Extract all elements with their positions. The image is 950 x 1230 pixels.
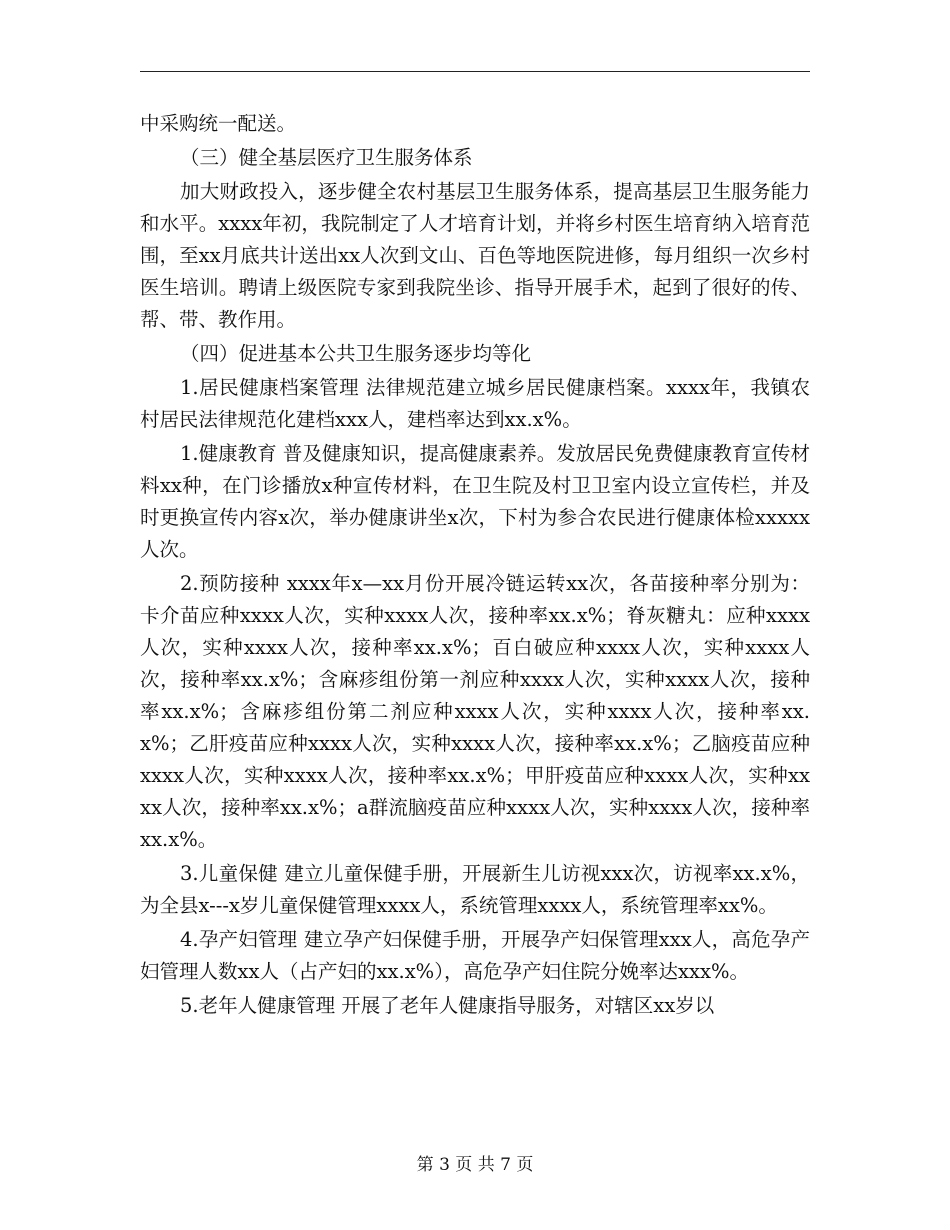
paragraph-health-records: 1.居民健康档案管理 法律规范建立城乡居民健康档案。xxxx年，我镇农村居民法律规范化建档xxx人，建档率达到xx.x%。 [140, 376, 810, 431]
page-number: 第 3 页 共 7 页 [416, 1155, 534, 1175]
paragraph-finance: 加大财政投入，逐步健全农村基层卫生服务体系，提高基层卫生服务能力和水平。xxxx年初，我院制定了人才培育计划，并将乡村医生培育纳入培育范围，至xx月底共计送出xx人次到文山、百色等地医院进修，每月组织一次乡村医生培训。聘请上级医院专家到我院坐诊、指导开展手术，起到了很好的传、帮、带、教作用。 [140, 180, 810, 331]
paragraph-health-education: 1.健康教育 普及健康知识，提高健康素养。发放居民免费健康教育宣传材料xx种，在门诊播放x种宣传材料，在卫生院及村卫卫室内设立宣传栏，并及时更换宣传内容x次，举办健康讲坐x次，下村为参合农民进行健康体检xxxxx人次。 [140, 442, 810, 561]
paragraph-continuation: 中采购统一配送。 [140, 112, 297, 135]
body-text [140, 108, 810, 1022]
section-heading-4: （四）促进基本公共卫生服务逐步均等化 [180, 342, 532, 365]
paragraph-elderly-care: 5.老年人健康管理 开展了老年人健康指导服务，对辖区xx岁以 [180, 994, 715, 1017]
paragraph-child-care: 3.儿童保健 建立儿童保健手册，开展新生儿访视xxx次，访视率xx.x%，为全县x---x岁儿童保健管理xxxx人，系统管理xxxx人，系统管理率xx%。 [140, 862, 810, 917]
header-rule [140, 71, 810, 72]
paragraph-vaccination: 2.预防接种 xxxx年x—xx月份开展冷链运转xx次，各苗接种率分别为：卡介苗应种xxxx人次，实种xxxx人次，接种率xx.x%；脊灰糖丸：应种xxxx人次，实种xxxx人次，接种率xx.x%；百白破应种xxxx人次，实种xxxx人次，接种率xx.x%；含麻疹组份第一剂应种xxxx人次，实种xxxx人次，接种率xx.x%；含麻疹组份第二剂应种xxxx人次，实种xxxx人次，接种率xx.x%；乙肝疫苗应种xxxx人次，实种xxxx人次，接种率xx.x%；乙脑疫苗应种xxxx人次，实种xxxx人次，接种率xx.x%；甲肝疫苗应种xxxx人次，实种xxxx人次，接种率xx.x%；a群流脑疫苗应种xxxx人次，实种xxxx人次，接种率xx.x%。 [140, 572, 810, 851]
section-heading-3: （三）健全基层医疗卫生服务体系 [180, 146, 473, 169]
paragraph-maternal-care: 4.孕产妇管理 建立孕产妇保健手册，开展孕产妇保管理xxx人，高危孕产妇管理人数xx人（占产妇的xx.x%），高危孕产妇住院分娩率达xxx%。 [140, 928, 810, 983]
